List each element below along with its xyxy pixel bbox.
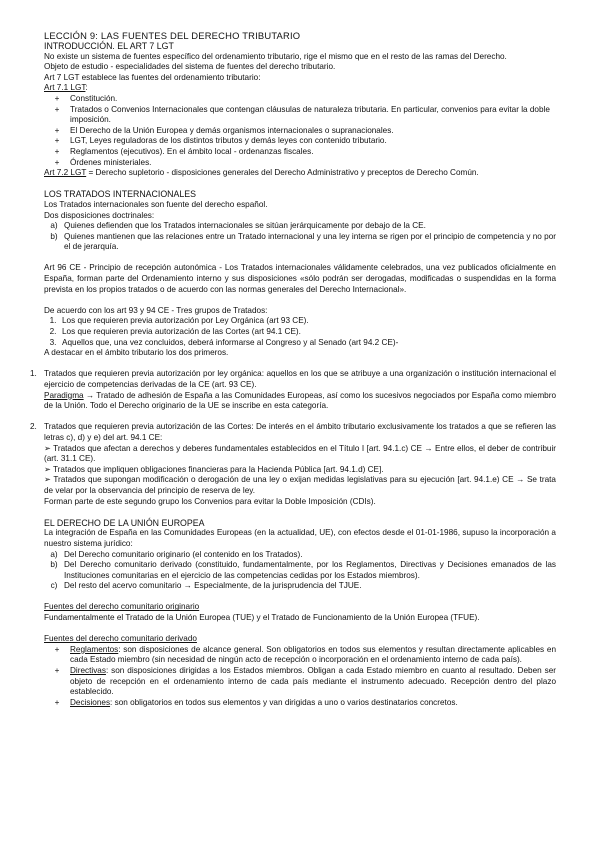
directivas-label: Directivas [70,666,106,676]
list-item: + LGT, Leyes reguladoras de los distintos tributos y demás leyes con contenido tributario. [54,136,387,146]
art72-label: Art 7.2 LGT [44,168,87,178]
art71-label: Art 7.1 LGT [44,83,86,93]
list-item: a) Quienes defienden que los Tratados internacionales se sitúan jerárquicamente por debajo de la CE. [50,221,426,231]
destacar-line: A destacar en el ámbito tributario los dos primeros. [44,348,229,358]
list-item: a) Del Derecho comunitario originario (el contenido en los Tratados). [50,549,303,559]
ue-paragraph-1: La integración de España en las Comunidades Europeas (en la actualidad, UE), con efectos desde el 01-01-1986, supuso la incorporación a nuestro sistema jurídico: [44,528,556,548]
originario-heading: Fuentes del derecho comunitario originario [44,602,200,612]
art71-bullet-list [44,94,556,168]
list-item: + Reglamentos: son disposiciones de alcance general. Son obligatorios en todos sus elementos y resultan directamente aplicables en cada Estado miembro (sin necesidad de ningún acto de recepción o incorporación en el ordenamiento interno de cada país). [54,644,556,665]
list-item: + Tratados o Convenios Internacionales que contengan cláusulas de naturaleza tributaria. En particular, convenios para evitar la doble imposición. [54,104,550,125]
derivado-heading: Fuentes del derecho comunitario derivado [44,634,197,644]
reglamentos-label: Reglamentos [70,644,119,654]
list-item: + Decisiones: son obligatorios en todos sus elementos y van dirigidas a uno o varios destinatarios concretos. [54,697,458,707]
decisiones-label: Decisiones [70,697,111,707]
tratados-paragraph-1: Los Tratados internacionales son fuente del derecho español. [44,199,268,209]
intro-paragraph-1: No existe un sistema de fuentes específico del ordenamiento tributario, rige el mismo que en el resto de las ramas del Derecho. [44,51,507,61]
intro-heading: INTRODUCCIÓN. EL ART 7 LGT [44,41,174,51]
list-item: 3. Aquellos que, una vez concluidos, deberá informarse al Congreso y al Senado (art 94.2 CE)- [49,337,399,347]
art96-paragraph: Art 96 CE - Principio de recepción autonómica - Los Tratados internacionales válidamente celebrados, una vez publicados oficialmente en España, forman parte del Ordenamiento interno y sus disposiciones «sólo podrán ser derogadas, modificadas o suspendidas en la forma prevista en los propios tratados o de acuerdo con las normas generales del Derecho Internacional». [44,263,556,294]
list-item: + El Derecho de la Unión Europea y demás organismos internacionales o supranacionales. [54,125,394,135]
tratados-paragraph-2: Dos disposiciones doctrinales: [44,210,155,220]
list-item: b) Quienes mantienen que las relaciones entre un Tratado internacional y una ley interna se rigen por el principio de competencia y no por el de jerarquía. [50,231,556,252]
grupos-intro: De acuerdo con los art 93 y 94 CE - Tres grupos de Tratados: [44,305,268,315]
list-item: + Constitución. [54,93,118,103]
arrow-item: ➢ Tratados que impliquen obligaciones financieras para la Hacienda Pública [art. 94.1.d) CE]. [44,464,384,474]
paradigma-label: Paradigma [44,390,84,400]
list-item: + Órdenes ministeriales. [54,157,152,167]
list-item: + Directivas: son disposiciones dirigidas a los Estados miembros. Obligan a cada Estado miembro en cuanto al resultado. Deben ser objeto de recepción en el ordenamiento interno de cada país mediante el instrumento adecuado. Recepción dentro del plazo establecido. [54,666,556,697]
tratados-heading: LOS TRATADOS INTERNACIONALES [44,189,197,200]
art71-line: Art 7.1 LGT: [44,83,88,93]
lesson-title: LECCIÓN 9: LAS FUENTES DEL DERECHO TRIBUTARIO [44,30,301,41]
list-item: c) Del resto del acervo comunitario → Especialmente, de la jurisprudencia del TJUE. [50,581,362,591]
list-item: + Reglamentos (ejecutivos). En el ámbito local - ordenanzas fiscales. [54,146,314,156]
list-item: 2. Los que requieren previa autorización de las Cortes (art 94.1 CE). [49,327,301,337]
document-page [30,30,556,708]
ue-heading: EL DERECHO DE LA UNIÓN EUROPEA [44,517,205,528]
tratados-item-2: 2. Tratados que requieren previa autorización de las Cortes: De interés en el ámbito tributario exclusivamente los tratados a que se refieren las letras c), d) y e) del art. 94.1 CE: ➢ Tratados que afectan a derechos y deberes fundamentales establecidos en el Título I [art. 94.1.c) CE → Entre ellos, el deber de contribuir (art. 31.1 CE). ➢ Tratados que impliquen obligaciones financieras para la Hacienda Pública [art. 94.1.d) CE]. ➢ Tratados que supongan modificación o derogación de una ley o exijan medidas legislativas para su ejecución [art. 94.1.e) CE → Se trata de velar por la observancia del principio de reserva de ley. Forman parte de este segundo grupo los Convenios para evitar la Doble Imposición (CDIs). [30,422,556,506]
art72-line: Art 7.2 LGT = Derecho supletorio - disposiciones generales del Derecho Administrativo y preceptos de Derecho Común. [44,168,479,178]
originario-text: Fundamentalmente el Tratado de la Unión Europea (TUE) y el Tratado de Funcionamiento de la Unión Europea (TFUE). [44,613,480,623]
arrow-item: ➢ Tratados que supongan modificación o derogación de una ley o exijan medidas legislativas para su ejecución [art. 94.1.e) CE → Se trata de velar por la observancia del principio de reserva de ley. [44,475,556,495]
intro-paragraph-2: Objeto de estudio - especialidades del sistema de fuentes del derecho tributario. [44,62,336,72]
list-item: b) Del Derecho comunitario derivado (constituido, fundamentalmente, por los Reglamentos, Directivas y Decisiones emanados de las Instituciones comunitarias en el ejercicio de las competencias cedidas por los Estados miembros). [50,560,556,580]
intro-paragraph-3: Art 7 LGT establece las fuentes del ordenamiento tributario: [44,72,261,82]
arrow-item: ➢ Tratados que afectan a derechos y deberes fundamentales establecidos en el Título I [art. 94.1.c) CE → Entre ellos, el deber de contribuir (art. 31.1 CE). [44,443,556,464]
tratados-item-1: 1. Tratados que requieren previa autorización por ley orgánica: aquellos en los que se atribuye a una organización o institución internacional el ejercicio de competencias derivadas de la CE (art. 93 CE). Paradigma → Tratado de adhesión de España a las Comunidades Europeas, así como los sucesivos negociados por España como miembro de la Unión. Todo el Derecho originario de la UE se inscribe en esta categoría. [30,369,556,411]
list-item: 1. Los que requieren previa autorización por Ley Orgánica (art 93 CE). [49,316,309,326]
